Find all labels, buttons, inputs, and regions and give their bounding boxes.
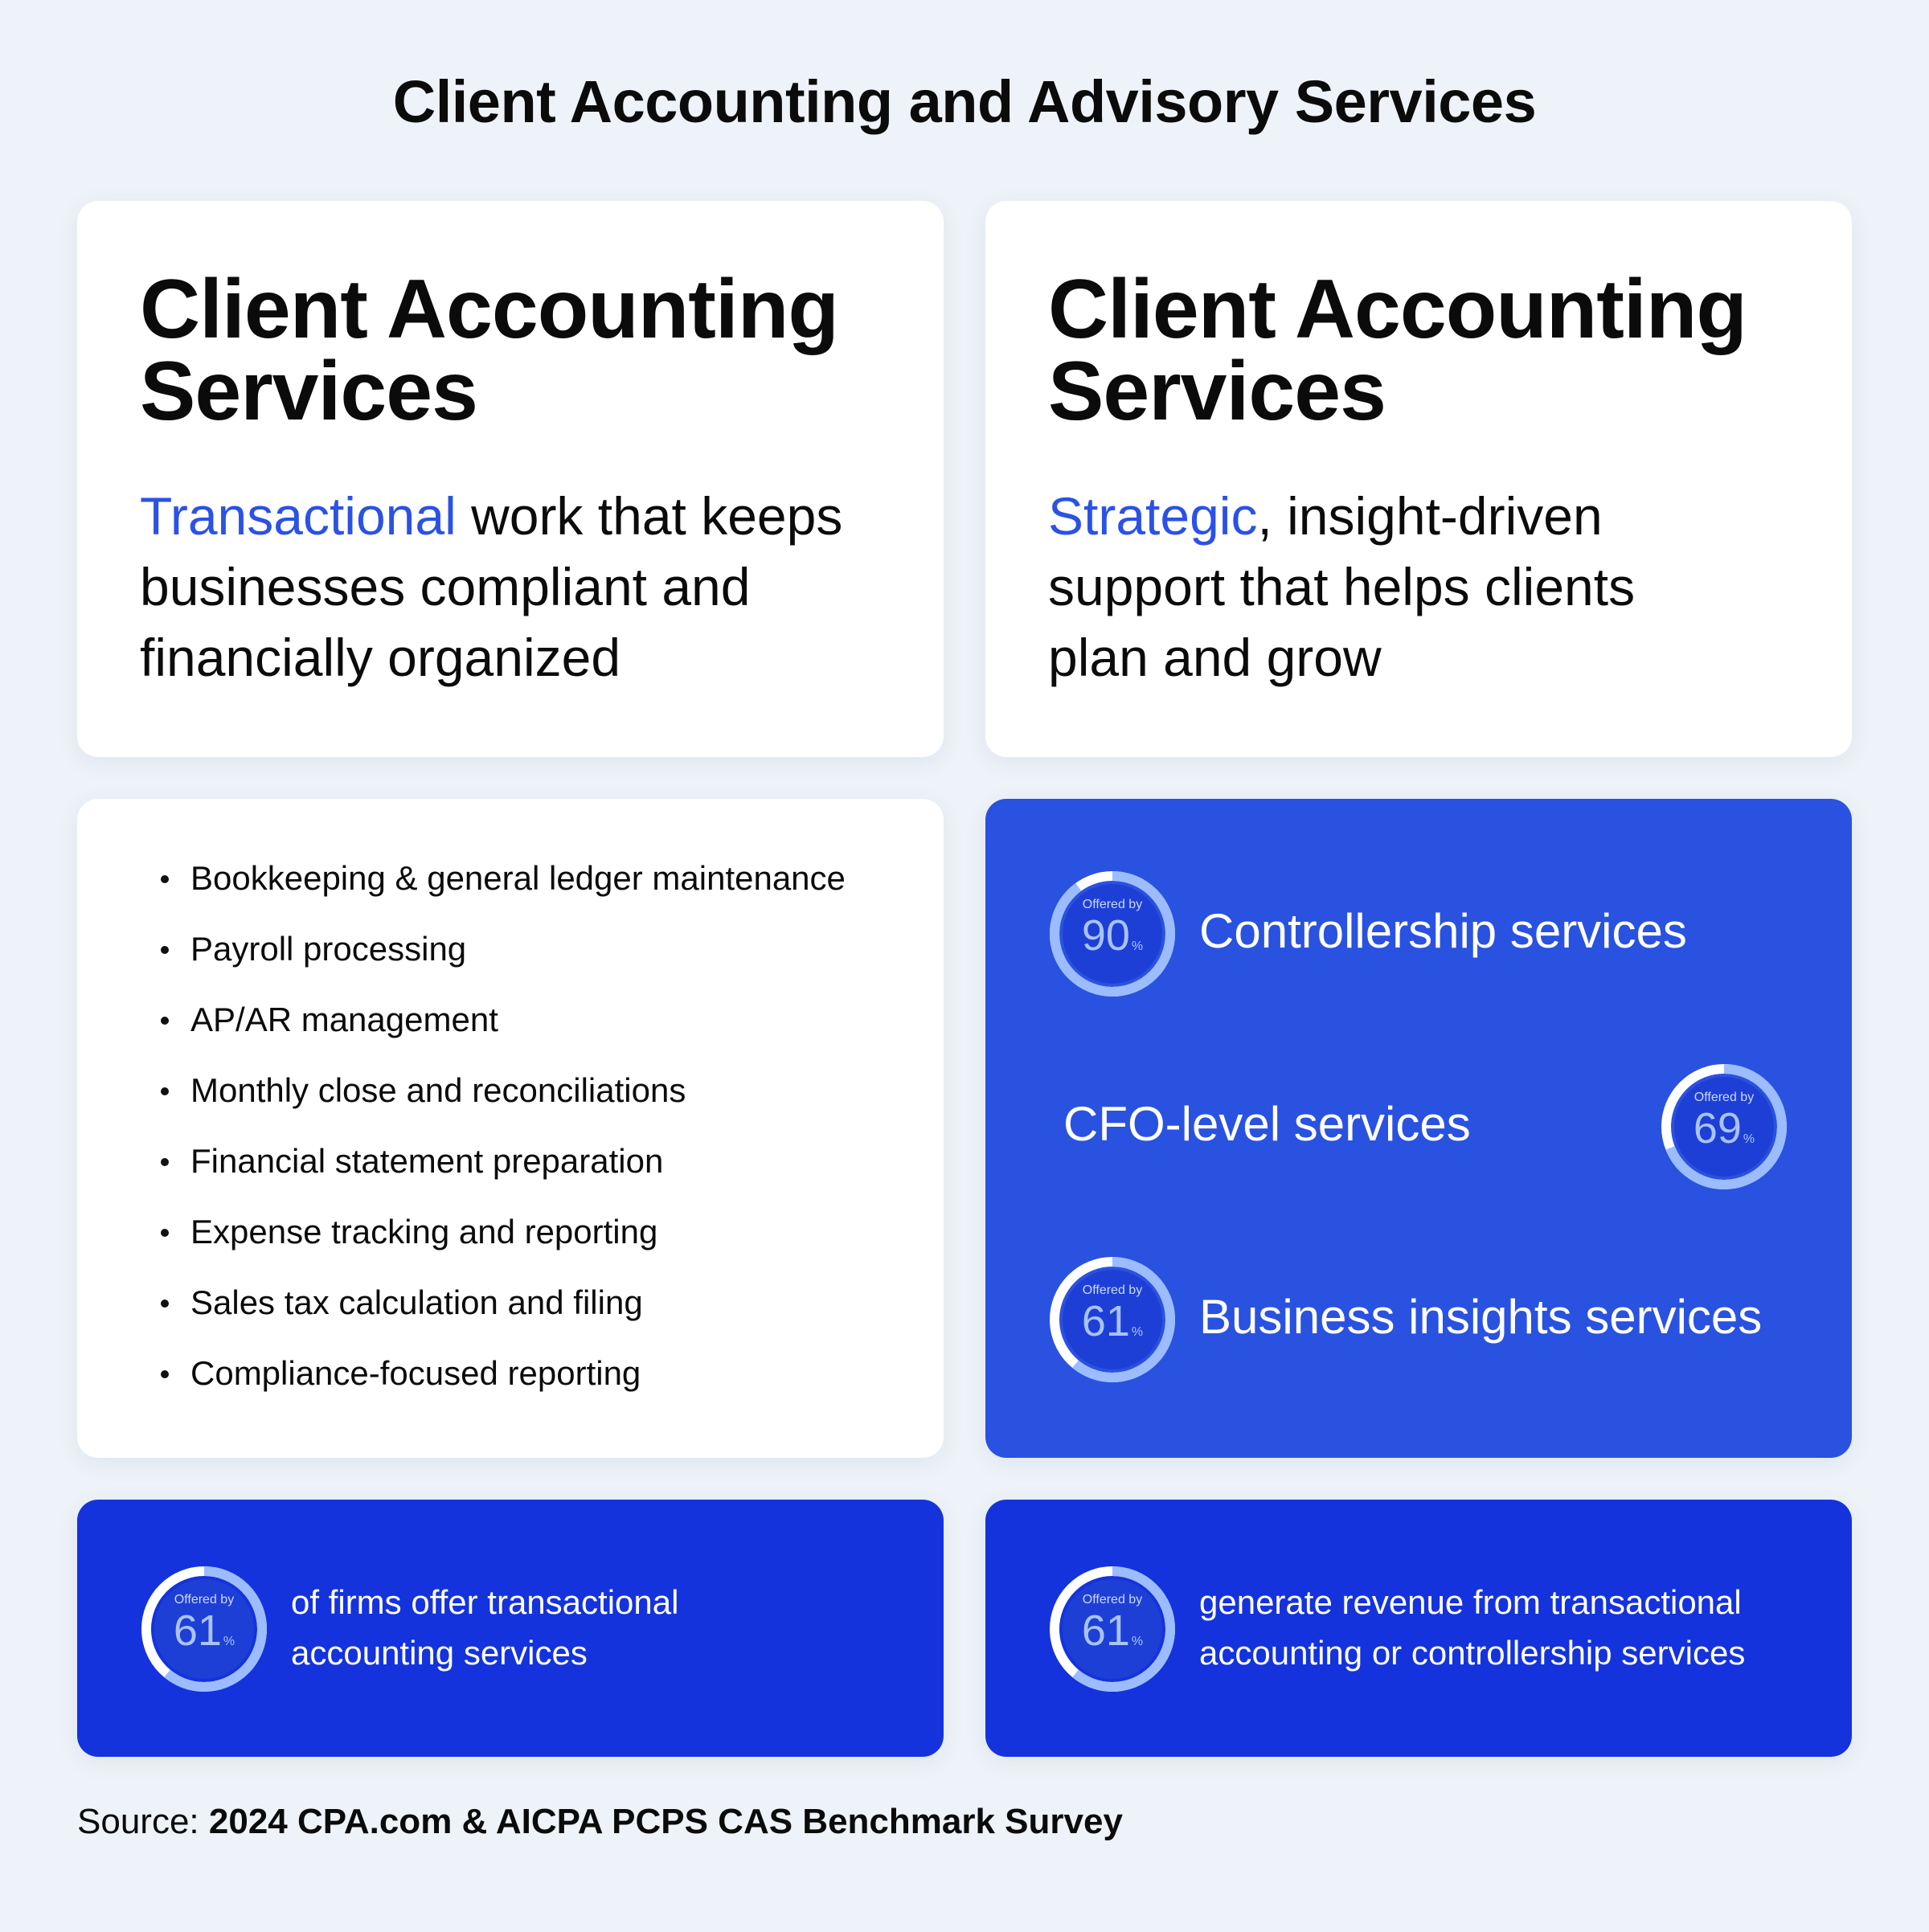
strategic-card-title — [1048, 263, 1747, 438]
strategic-description — [1048, 481, 1707, 693]
revenue-stat-card — [985, 1500, 1852, 1757]
ring-label-business-insights — [1047, 1255, 1177, 1385]
strategic-intro-card — [985, 201, 1852, 757]
percent-value: 90 % — [1081, 911, 1144, 960]
offered-by-label: Offered by — [1082, 1593, 1143, 1607]
list-item: Payroll processing — [190, 929, 466, 969]
cfo-level-services-label: CFO-level services — [1063, 1097, 1471, 1151]
revenue-stat-text: generate revenue from transactional accounting or controllership services — [1199, 1583, 1746, 1672]
percent-value: 61 % — [173, 1607, 235, 1655]
card-title-line2: Services — [140, 345, 477, 438]
accent-word-transactional: Transactional — [140, 486, 457, 546]
bullet-dot — [161, 875, 169, 883]
offered-by-label: Offered by — [174, 1593, 235, 1607]
list-item: Bookkeeping & general ledger maintenance — [190, 858, 846, 898]
list-item: Sales tax calculation and filing — [190, 1283, 643, 1323]
ring-label-transactional — [139, 1564, 269, 1694]
ring-label-revenue — [1047, 1564, 1177, 1694]
source-citation — [77, 1800, 1123, 1844]
transactional-services-card — [77, 799, 944, 1458]
advisory-services-card — [985, 799, 1852, 1458]
list-item: Expense tracking and reporting — [190, 1212, 657, 1252]
transactional-stat-text: of firms offer transactional accounting services — [291, 1583, 679, 1672]
ring-svg — [1047, 869, 1177, 999]
offered-by-label: Offered by — [1082, 898, 1143, 911]
source-text: 2024 CPA.com & AICPA PCPS CAS Benchmark Survey — [208, 1802, 1123, 1841]
percent-value: 69 % — [1693, 1104, 1755, 1152]
bullet-dot — [161, 1229, 169, 1237]
ring-inner-disc — [1063, 884, 1162, 984]
bullet-dot — [161, 1370, 169, 1378]
business-insights-services-label: Business insights services — [1199, 1290, 1763, 1344]
offered-by-label: Offered by — [1082, 1283, 1143, 1297]
bullet-dot — [161, 946, 169, 954]
transactional-description — [140, 481, 895, 693]
offered-by-label: Offered by — [1694, 1091, 1755, 1104]
bullet-dot — [161, 1300, 169, 1308]
ring-label-cfo — [1659, 1062, 1789, 1192]
bullet-dot — [161, 1158, 169, 1166]
list-item: Compliance-focused reporting — [190, 1353, 641, 1394]
card-title-line1: Client Accounting — [140, 263, 838, 356]
transactional-stat-card — [77, 1500, 944, 1757]
transactional-intro-card — [77, 201, 944, 757]
percent-ring-icon — [1047, 869, 1177, 999]
description-text: work that keeps businesses compliant and financially organized — [140, 486, 843, 687]
description-text: , insight-driven support that helps clients plan and grow — [1048, 486, 1636, 687]
list-item: AP/AR management — [190, 1000, 498, 1040]
bullet-dot — [161, 1087, 169, 1095]
accent-word-strategic: Strategic — [1048, 486, 1258, 546]
list-item: Financial statement preparation — [190, 1141, 663, 1181]
card-title-line1: Client Accounting — [1048, 263, 1747, 356]
page-title: Client Accounting and Advisory Services — [392, 68, 1537, 135]
card-title-line2: Services — [1048, 345, 1386, 438]
percent-value: 61 % — [1081, 1607, 1144, 1655]
percent-value: 61 % — [1081, 1297, 1144, 1345]
controllership-services-label: Controllership services — [1199, 904, 1687, 958]
bullet-dot — [161, 1017, 169, 1025]
list-item: Monthly close and reconciliations — [190, 1070, 686, 1111]
transactional-card-title — [140, 263, 838, 438]
source-label: Source: — [77, 1802, 209, 1841]
